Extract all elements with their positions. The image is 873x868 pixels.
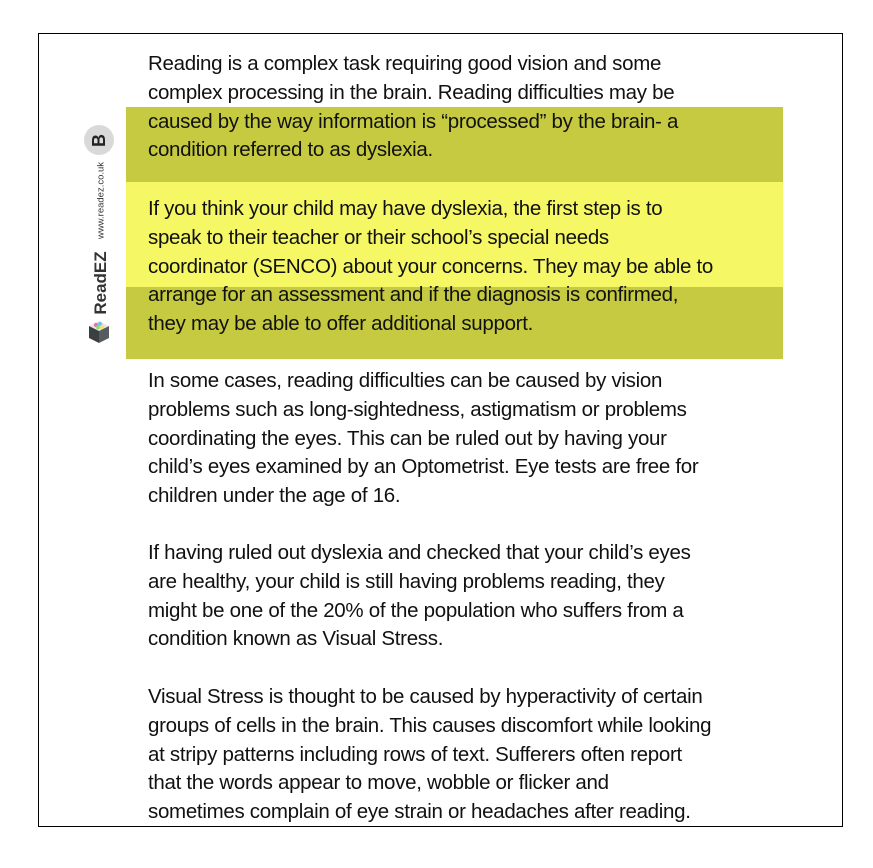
text-line: that the words appear to move, wobble or flicker and xyxy=(148,771,609,795)
text-line: are healthy, your child is still having problems reading, they xyxy=(148,569,665,593)
text-line: at stripy patterns including rows of text. Sufferers often report xyxy=(148,742,682,766)
text-line: condition known as Visual Stress. xyxy=(148,627,444,651)
badge-letter: B xyxy=(88,133,109,147)
paragraph-visual-stress-cause xyxy=(148,683,788,827)
text-line: Reading is a complex task requiring good vision and some xyxy=(148,52,662,75)
paragraph-first-step xyxy=(148,195,788,339)
text-line: In some cases, reading difficulties can be caused by vision xyxy=(148,369,663,392)
paragraph-dyslexia-intro xyxy=(148,50,788,165)
text-line: arrange for an assessment and if the diagnosis is confirmed, xyxy=(148,283,679,307)
text-line: caused by the way information is “processed” by the brain- a xyxy=(148,109,679,133)
text-line: might be one of the 20% of the population who suffers from a xyxy=(148,598,684,622)
text-line: child’s eyes examined by an Optometrist. Eye tests are free for xyxy=(148,455,699,479)
text-line: coordinator (SENCO) about your concerns. They may be able to xyxy=(148,254,714,278)
text-line: Visual Stress is thought to be caused by hyperactivity of certain xyxy=(148,685,703,708)
text-line: problems such as long-sightedness, astigmatism or problems xyxy=(148,397,687,421)
text-line: groups of cells in the brain. This causes discomfort while looking xyxy=(148,713,712,737)
text-line: complex processing in the brain. Reading difficulties may be xyxy=(148,80,675,104)
text-line: If having ruled out dyslexia and checked that your child’s eyes xyxy=(148,541,691,564)
text-line: speak to their teacher or their school’s special needs xyxy=(148,225,609,249)
text-line: they may be able to offer additional support. xyxy=(148,312,533,336)
text-line: children under the age of 16. xyxy=(148,484,401,508)
text-line: coordinating the eyes. This can be ruled out by having your xyxy=(148,426,667,450)
paragraph-visual-stress-intro xyxy=(148,539,788,654)
brand-name: ReadEZ xyxy=(91,251,110,315)
text-line: condition referred to as dyslexia. xyxy=(148,138,433,162)
paragraph-vision-problems xyxy=(148,367,788,511)
text-line: sometimes complain of eye strain or headaches after reading. xyxy=(148,800,691,824)
cube-logo-icon xyxy=(88,320,110,344)
text-line: If you think your child may have dyslexia, the first step is to xyxy=(148,197,663,220)
brand-sidebar xyxy=(80,125,120,355)
brand-url: www.readez.co.uk xyxy=(95,161,107,240)
